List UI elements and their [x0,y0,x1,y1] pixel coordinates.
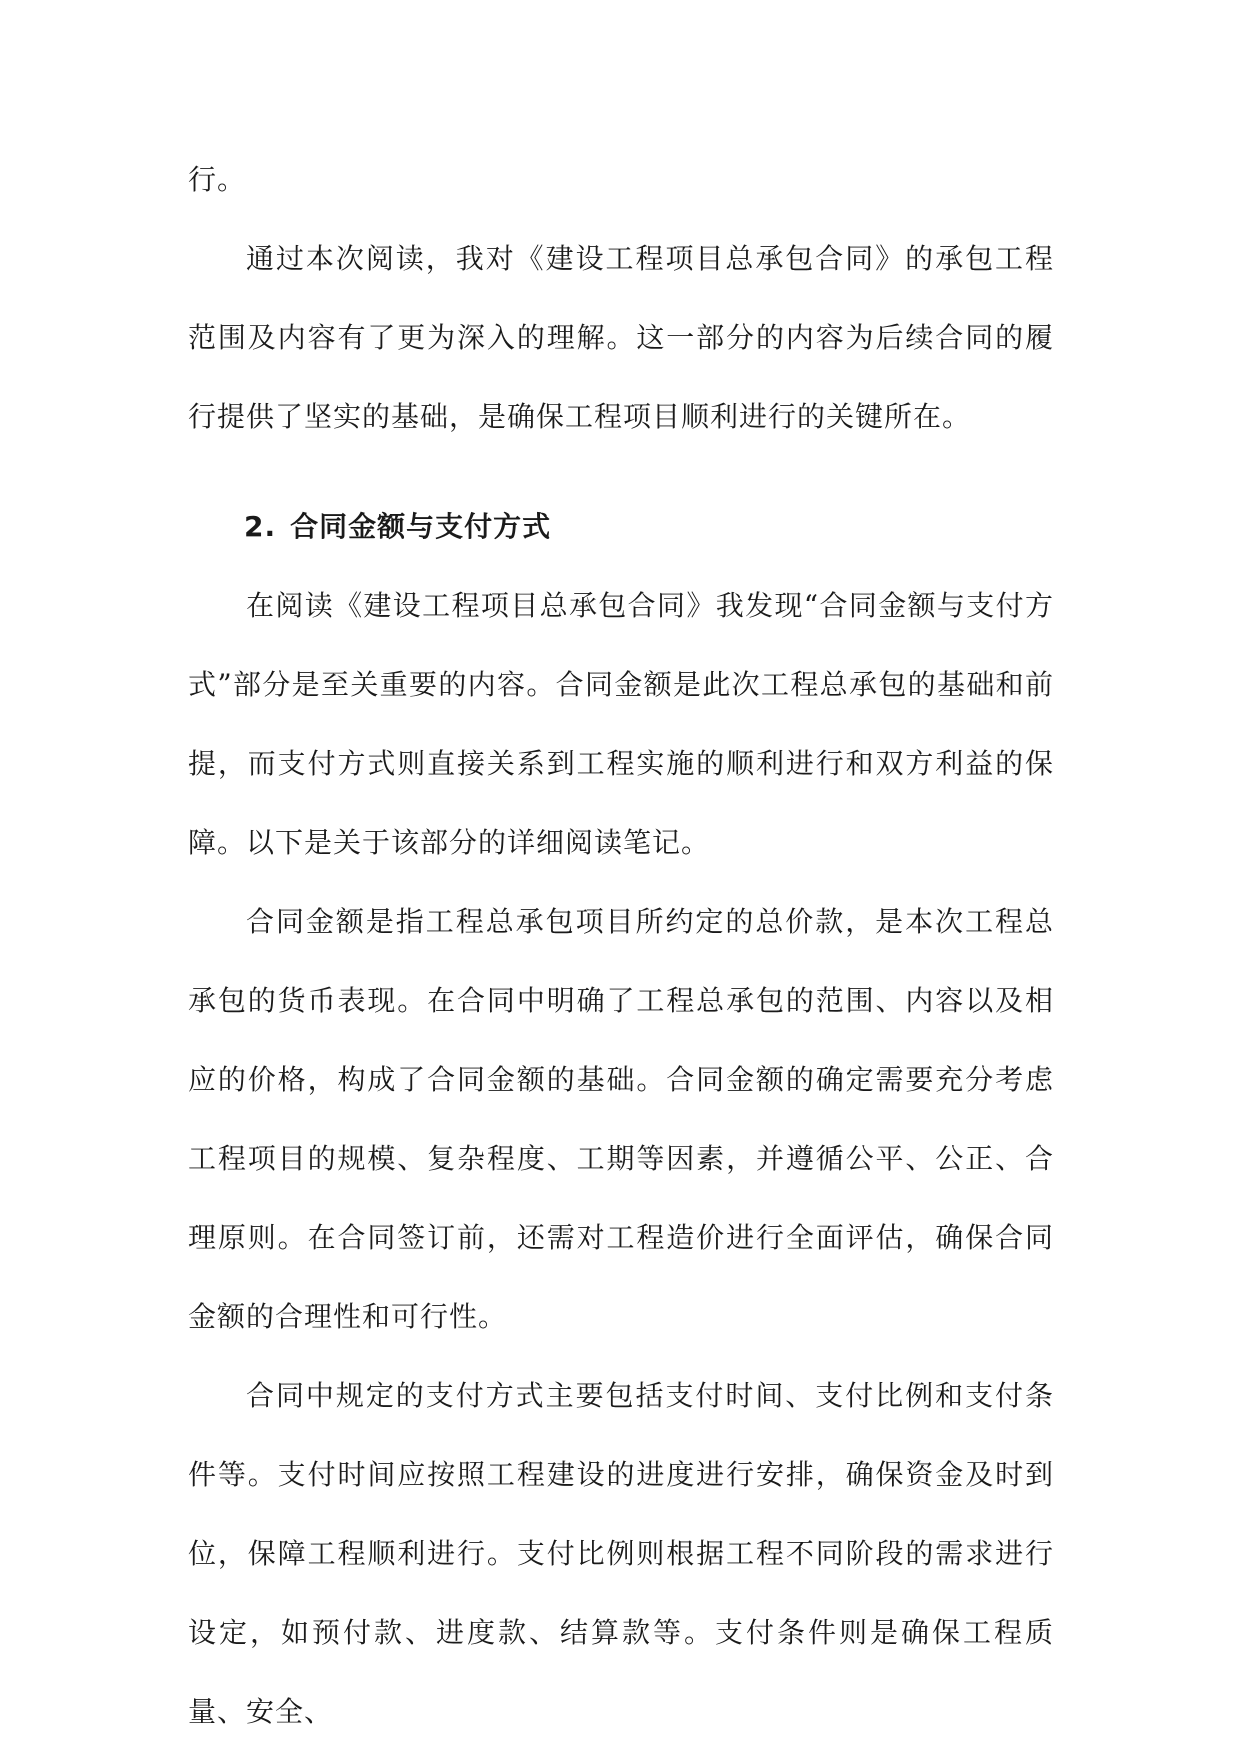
paragraph-summary: 通过本次阅读，我对《建设工程项目总承包合同》的承包工程范围及内容有了更为深入的理解。这一部分的内容为后续合同的履行提供了坚实的基础，是确保工程项目顺利进行的关键所在。 [188,242,1054,433]
section-heading [188,487,1054,566]
paragraph-payment-method: 合同中规定的支付方式主要包括支付时间、支付比例和支付条件等。支付时间应按照工程建设的进度进行安排，确保资金及时到位，保障工程顺利进行。支付比例则根据工程不同阶段的需求进行设定，如预付款、进度款、结算款等。支付条件则是确保工程质量、安全、 [188,1379,1054,1728]
section-title: 合同金额与支付方式 [290,510,552,543]
paragraph-contract-amount: 合同金额是指工程总承包项目所约定的总价款，是本次工程总承包的货币表现。在合同中明确了工程总承包的范围、内容以及相应的价格，构成了合同金额的基础。合同金额的确定需要充分考虑工程项目的规模、复杂程度、工期等因素，并遵循公平、公正、合理原则。在合同签订前，还需对工程造价进行全面评估，确保合同金额的合理性和可行性。 [188,905,1054,1333]
section-number: 2. [244,510,277,543]
paragraph-intro: 在阅读《建设工程项目总承包合同》我发现“合同金额与支付方式”部分是至关重要的内容。合同金额是此次工程总承包的基础和前提，而支付方式则直接关系到工程实施的顺利进行和双方利益的保障。以下是关于该部分的详细阅读笔记。 [188,589,1054,859]
document-body [188,140,1054,1751]
continuation-line: 行。 [188,163,247,196]
